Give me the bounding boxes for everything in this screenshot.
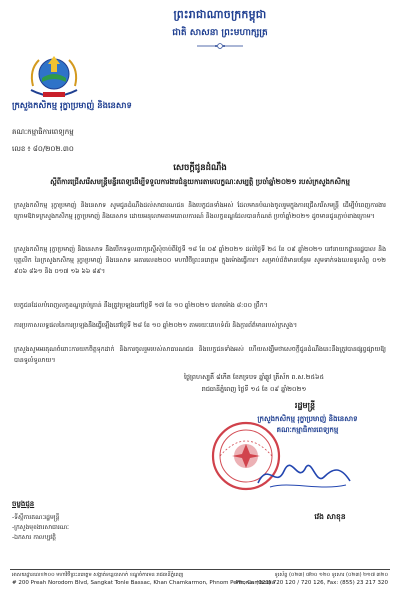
document-title: សេចក្តីជូនដំណឹង: [173, 163, 227, 173]
national-motto: ជាតិ សាសនា ព្រះមហាក្សត្រ: [172, 28, 268, 38]
list-item: -ក្រសួងមុខងារសាធារណៈ: [12, 524, 69, 531]
header-ornament-icon: [195, 42, 245, 50]
recipients-heading: ចម្លងជូន: [12, 500, 35, 508]
paragraph-2: ក្រសួងកសិកម្ម រុក្ខាប្រមាញ់ និងនេសាទ នឹងបើកទទួលពាក្យស្នើសុំចាប់ពីថ្ងៃទី ១៨ ខែ ០៩ ឆ្នាំ២០២១ ដល់ថ្ងៃទី ២៤ ខែ ០៩ ឆ្នាំ២០២១ នៅនាយកដ្ឋានរដ្ឋបាល និងបុគ្គលិក នៃក្រសួងកសិកម្ម រុក្ខាប្រមាញ់ និងនេសាទ អគារលេខ២០០ មហាវិថីព្រះនរោត្តម ក្នុងម៉ោងធ្វើការ។ សម្រាប់ព័ត៌មានបន្ថែម សូមទាក់ទងលេខទូរស័ព្ទ ០១២ ៩០៦ ៨៦១ និង ០១៧ ១៦ ៦៦ ៨៩។: [14, 246, 386, 275]
document-subtitle: ស្តីពីការជ្រើសរើសមន្ត្រីមន្ទីរពេទ្យដើម្បីទទួលការងារជំនួយការតាមលក្ខណៈសម្បត្តិ ប្រចាំឆ្នាំ២០២១ របស់ក្រសួងកសិកម្ម: [50, 178, 350, 186]
kingdom-title: ព្រះរាជាណាចក្រកម្ពុជា: [173, 8, 267, 21]
list-item: -ទីស្តីការគណៈរដ្ឋមន្ត្រី: [12, 514, 60, 521]
paragraph-3: បេក្ខជនដែលបំពេញលក្ខខណ្ឌគ្រប់គ្រាន់ នឹងត្រូវប្រឡងនៅថ្ងៃទី ១៧ ខែ ១០ ឆ្នាំ២០២១ វេលាម៉ោង ៨:០០ ព្រឹក។: [14, 302, 268, 309]
footer-divider: [10, 569, 390, 570]
footer-address-khmer: អាសយដ្ឋានលេខ២០០ មហាវិថីព្រះនរោត្តម សង្កាត់ទន្លេបាសាក់ ខណ្ឌចំការមន រាជធានីភ្នំពេញ: [12, 572, 184, 578]
issuing-department: គណៈកម្មាធិការពេទ្យកម្ម: [12, 128, 74, 136]
footer-phone-khmer: ទូរស័ព្ទ (០២៣) ៧២០ ១២០ ទូរសារ (០២៣) ២១៧ ៣២០: [274, 572, 388, 578]
paragraph-4: ការប្រកាសលទ្ធផលនៃការប្រឡងនឹងធ្វើឡើងនៅថ្ងៃទី ២៨ ខែ ១០ ឆ្នាំ២០២១ តាមរយៈគេហទំព័រ និងក្តារព័ត៌មានរបស់ក្រសួង។: [14, 322, 298, 329]
paragraph-1: ក្រសួងកសិកម្ម រុក្ខាប្រមាញ់ និងនេសាទ សូមជូនដំណឹងដល់សាធារណជន និងបេក្ខជនទាំងអស់ ដែលមានបំណងចូលរួមក្នុងការជ្រើសរើសមន្ត្រី ដើម្បីបំពេញការងារ ក្រោមឱវាទក្រសួងកសិកម្ម រុក្ខាប្រមាញ់ និងនេសាទ ដោយអនុលោមតាមគោលការណ៍ និងលក្ខខណ្ឌដែលបានកំណត់ ប្រចាំឆ្នាំ២០២១ ដូចមានជូនភ្ជាប់ខាងក្រោម។: [14, 202, 386, 220]
paragraph-5: ក្រសួងសូមអរគុណចំពោះការយកចិត្តទុកដាក់ និងការចូលរួមរបស់សាធារណជន និងបេក្ខជនទាំងអស់ ហើយសង្ឃឹមថាសេចក្តីជូនដំណឹងនេះនឹងត្រូវបានផ្សព្វផ្សាយឱ្យបានទូលំទូលាយ។: [14, 346, 386, 364]
signatory-title: រដ្ឋមន្ត្រី: [294, 401, 316, 410]
recipients-list: [12, 513, 69, 543]
signatory-ministry-line1: ក្រសួងកសិកម្ម រុក្ខាប្រមាញ់ និងនេសាទ: [257, 415, 358, 423]
lunar-date: ថ្ងៃព្រហស្បតិ៍ ៨កើត ខែភទ្របទ ឆ្នាំឆ្លូវ ត្រីស័ក ព.ស.២៥៦៥: [183, 373, 325, 381]
place-date: រាជធានីភ្នំពេញ ថ្ងៃទី ១៤ ខែ ០៩ ឆ្នាំ២០២១: [201, 385, 307, 393]
list-item: -ឯកសារ កាលប្បវត្តិ: [12, 534, 56, 541]
signer-name: វេង សាខុន: [314, 512, 346, 521]
ministry-logo-icon: [25, 50, 83, 100]
footer-address-english: # 200 Preah Norodom Blvd, Sangkat Tonle Bassac, Khan Chamkarmon, Phnom Penh, Cambodia: [12, 580, 275, 586]
signatory-ministry-line2: គណៈកម្មាធិការពេទ្យកម្ម: [276, 426, 339, 434]
footer-phone-english: Phone: (023) 720 120 / 720 126, Fax: (855) 23 217 320: [235, 580, 388, 586]
reference-number: លេខ ៖ ៨០/២០២.៣០: [12, 145, 74, 153]
handwritten-signature-icon: [250, 455, 360, 495]
issuing-ministry: ក្រសួងកសិកម្ម រុក្ខាប្រមាញ់ និងនេសាទ: [12, 100, 132, 110]
